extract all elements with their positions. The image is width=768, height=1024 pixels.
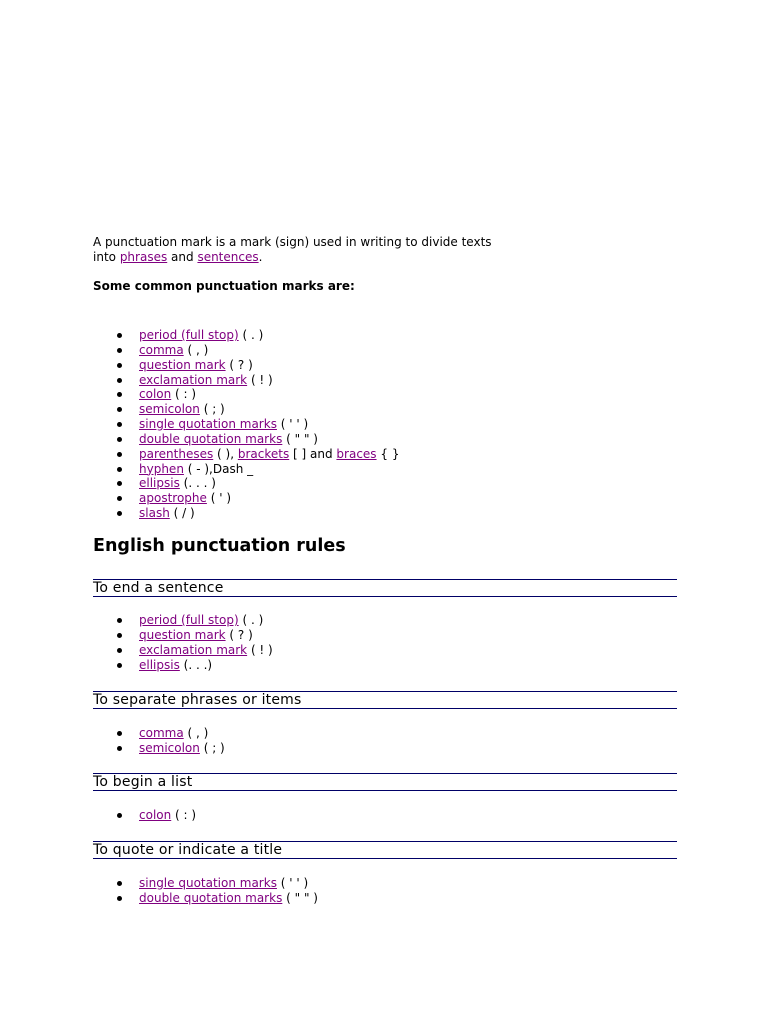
intro-text: and bbox=[167, 250, 198, 264]
list-item bbox=[117, 658, 273, 673]
list-item bbox=[117, 328, 399, 343]
section-heading-quote-title bbox=[93, 841, 677, 859]
section-heading-text: To begin a list bbox=[93, 774, 193, 790]
list-item-text: ( . ) bbox=[238, 613, 264, 627]
section-heading-text: To separate phrases or items bbox=[93, 692, 302, 708]
list-item-text: ( : ) bbox=[171, 808, 197, 822]
list-item bbox=[117, 891, 318, 906]
comma-link[interactable]: comma bbox=[139, 342, 184, 357]
list-item-text: ( ' ) bbox=[206, 491, 231, 506]
single-quotation-marks-link[interactable]: single quotation marks bbox=[139, 876, 277, 890]
parentheses-link[interactable]: parentheses bbox=[139, 446, 214, 461]
slash-link[interactable]: slash bbox=[139, 506, 170, 521]
hyphen-link[interactable]: hyphen bbox=[139, 461, 184, 476]
section-heading-begin-list bbox=[93, 773, 677, 791]
list-item bbox=[117, 373, 399, 388]
ellipsis-link[interactable]: ellipsis bbox=[139, 657, 180, 672]
list-item-text: ( ' ' ) bbox=[276, 417, 309, 432]
list-item-text: ( ' ' ) bbox=[276, 876, 309, 890]
list-item bbox=[117, 491, 399, 506]
list-item-text: ( ? ) bbox=[225, 357, 253, 372]
list-item bbox=[117, 343, 399, 358]
colon-link[interactable]: colon bbox=[139, 387, 172, 402]
colon-link[interactable]: colon bbox=[139, 808, 172, 822]
list-item bbox=[117, 808, 196, 823]
period-link[interactable]: period (full stop) bbox=[139, 613, 239, 627]
list-item bbox=[117, 387, 399, 402]
ellipsis-link[interactable]: ellipsis bbox=[139, 476, 180, 491]
list-item-text: ( ; ) bbox=[199, 402, 225, 417]
comma-link[interactable]: comma bbox=[139, 726, 184, 740]
list-item bbox=[117, 402, 399, 417]
list-item bbox=[117, 726, 225, 741]
list-item bbox=[117, 876, 318, 891]
section-heading-end-sentence bbox=[93, 579, 677, 597]
list-item-text: (. . .) bbox=[179, 657, 213, 672]
list-item-text: ( : ) bbox=[171, 387, 197, 402]
intro-text: A punctuation mark is a mark (sign) used in writing to divide texts bbox=[93, 235, 492, 249]
intro-text: . bbox=[258, 250, 263, 264]
double-quotation-marks-link[interactable]: double quotation marks bbox=[139, 890, 283, 905]
list-item bbox=[117, 447, 399, 462]
list-item bbox=[117, 643, 273, 658]
list-item bbox=[117, 358, 399, 373]
section-heading-separate-phrases bbox=[93, 691, 677, 709]
list-item bbox=[117, 628, 273, 643]
semicolon-link[interactable]: semicolon bbox=[139, 740, 200, 755]
period-link[interactable]: period (full stop) bbox=[139, 328, 239, 342]
list-item-text: ( " " ) bbox=[282, 890, 318, 905]
question-mark-link[interactable]: question mark bbox=[139, 357, 226, 372]
list-item-text: ( " " ) bbox=[282, 431, 318, 446]
list-item bbox=[117, 613, 273, 628]
list-item bbox=[117, 432, 399, 447]
list-item-text: ( ), bbox=[213, 446, 238, 461]
section-heading-text: To quote or indicate a title bbox=[93, 842, 283, 858]
list-item-text: ( , ) bbox=[183, 726, 209, 740]
common-marks-heading: Some common punctuation marks are: bbox=[93, 279, 355, 293]
list-item-text: ( / ) bbox=[169, 506, 195, 521]
semicolon-link[interactable]: semicolon bbox=[139, 402, 200, 417]
single-quotation-marks-link[interactable]: single quotation marks bbox=[139, 417, 277, 432]
list-item-text: ( ; ) bbox=[199, 740, 225, 755]
intro-text: into bbox=[93, 250, 120, 264]
apostrophe-link[interactable]: apostrophe bbox=[139, 491, 207, 506]
list-item-text: ( ! ) bbox=[247, 372, 273, 387]
phrases-link[interactable]: phrases bbox=[119, 250, 168, 264]
list-item-text: { } bbox=[376, 446, 400, 461]
rules-title: English punctuation rules bbox=[93, 536, 346, 556]
list-item-text: (. . . ) bbox=[179, 476, 216, 491]
intro-paragraph bbox=[93, 235, 573, 265]
begin-list-list bbox=[117, 808, 196, 823]
separate-phrases-list bbox=[117, 726, 225, 756]
list-item bbox=[117, 462, 399, 477]
braces-link[interactable]: braces bbox=[336, 446, 377, 461]
list-item-text: ( ! ) bbox=[247, 642, 273, 657]
list-item-text: ( . ) bbox=[238, 328, 264, 342]
common-marks-list bbox=[117, 328, 399, 521]
exclamation-mark-link[interactable]: exclamation mark bbox=[139, 642, 248, 657]
exclamation-mark-link[interactable]: exclamation mark bbox=[139, 372, 248, 387]
double-quotation-marks-link[interactable]: double quotation marks bbox=[139, 431, 283, 446]
question-mark-link[interactable]: question mark bbox=[139, 627, 226, 642]
list-item bbox=[117, 506, 399, 521]
list-item bbox=[117, 417, 399, 432]
list-item bbox=[117, 741, 225, 756]
sentences-link[interactable]: sentences bbox=[197, 250, 259, 264]
list-item-text: ( - ),Dash _ bbox=[183, 461, 254, 476]
end-sentence-list bbox=[117, 613, 273, 672]
list-item-text: ( , ) bbox=[183, 342, 209, 357]
list-item bbox=[117, 476, 399, 491]
list-item-text: ( ? ) bbox=[225, 627, 253, 642]
brackets-link[interactable]: brackets bbox=[237, 446, 290, 461]
list-item-text: [ ] and bbox=[289, 446, 337, 461]
quote-title-list bbox=[117, 876, 318, 906]
section-heading-text: To end a sentence bbox=[93, 580, 224, 596]
